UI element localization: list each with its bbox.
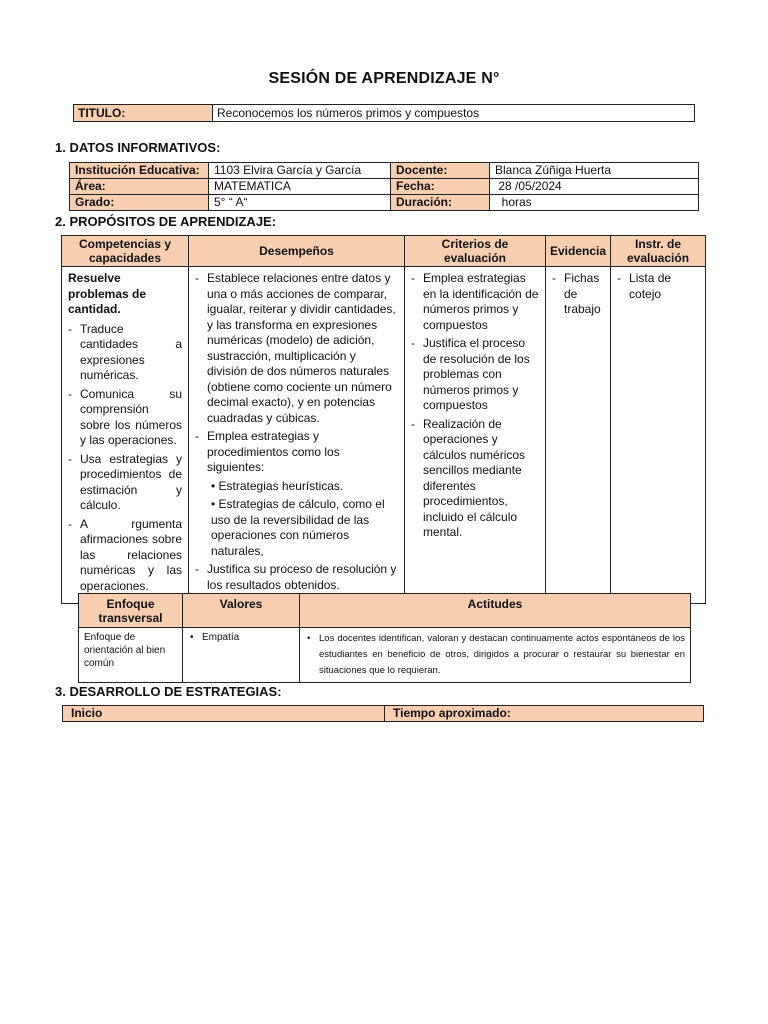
- evidencia-item: - Fichas de trabajo: [552, 271, 604, 318]
- institucion-label: Institución Educativa:: [70, 163, 209, 179]
- competencias-cell: [62, 267, 189, 604]
- header-competencias: Competencias y capacidades: [62, 236, 189, 267]
- grado-label: Grado:: [70, 195, 209, 211]
- desempeno-subitem: • Estrategias de cálculo, como el uso de la reversibilidad de las operaciones con números naturales,: [211, 497, 385, 558]
- titulo-label: TITULO:: [74, 105, 213, 122]
- criterios-cell: [405, 267, 546, 604]
- instrumento-item: - Lista de cotejo: [617, 271, 699, 302]
- datos-table: [69, 162, 699, 211]
- capacidad-item: - Traduce cantidades a expresiones numéricas.: [68, 322, 182, 384]
- criterio-item: - Justifica el proceso de resolución de los problemas con números primos y compuestos: [411, 336, 539, 414]
- capacidad-item: - Usa estrategias y procedimientos de estimación y cálculo.: [68, 452, 182, 514]
- desempeno-item: [195, 429, 398, 559]
- propositos-table: [61, 235, 706, 604]
- enfoque-value: Enfoque de orientación al bien común: [79, 628, 183, 683]
- evidencia-cell: [546, 267, 611, 604]
- docente-label: Docente:: [391, 163, 490, 179]
- header-enfoque: Enfoque transversal: [79, 594, 183, 628]
- duracion-label: Duración:: [391, 195, 490, 211]
- header-actitudes: Actitudes: [300, 594, 691, 628]
- inicio-label: Inicio: [63, 706, 385, 722]
- actitud-value: • Los docentes identifican, valoran y destacan continuamente actos espontáneos de los estudiantes en beneficio de otros, dirigidos a procurar o restaurar su bienestar en situaciones que lo requieran.: [305, 631, 685, 679]
- header-evidencia: Evidencia: [546, 236, 611, 267]
- titulo-value: Reconocemos los números primos y compuestos: [213, 105, 695, 122]
- desempeno-item: - Establece relaciones entre datos y una o más acciones de comparar, igualar, reiterar y dividir cantidades, y las transforma en expresiones numéricas (modelo) de adición, sustracción, multiplicación y división de dos números naturales (obtiene como cociente un número decimal exacto), y en potencias cuadradas y cúbicas.: [195, 271, 398, 426]
- section-propositos-heading: 2. PROPÓSITOS DE APRENDIZAJE:: [55, 214, 277, 229]
- fecha-label: Fecha:: [391, 179, 490, 195]
- competencia-title: Resuelve problemas de cantidad.: [68, 271, 147, 316]
- institucion-value: 1103 Elvira García y García: [209, 163, 391, 179]
- header-criterios: Criterios de evaluación: [405, 236, 546, 267]
- desempeno-item: - Justifica su proceso de resolución y los resultados obtenidos.: [195, 562, 398, 593]
- tiempo-label: Tiempo aproximado:: [385, 706, 704, 722]
- grado-value: 5° “ A“: [209, 195, 391, 211]
- criterio-item: - Realización de operaciones y cálculos numéricos sencillos mediante diferentes procedimientos, incluido el cálculo mental.: [411, 417, 539, 541]
- valor-cell: [183, 628, 300, 683]
- desempeno-text: - Emplea estrategias y procedimientos como los siguientes:: [207, 429, 340, 474]
- enfoque-table: [78, 593, 691, 683]
- page-title: SESIÓN DE APRENDIZAJE N°: [268, 70, 500, 87]
- desempeno-subitem: • Estrategias heurísticas.: [211, 478, 344, 493]
- desempenos-cell: [189, 267, 405, 604]
- fecha-value: 28 /05/2024: [490, 179, 699, 195]
- capacidad-item: - Comunica su comprensión sobre los números y las operaciones.: [68, 387, 182, 449]
- capacidad-item: - A rgumenta afirmaciones sobre las relaciones numéricas y las operaciones.: [68, 517, 182, 595]
- duracion-value: horas: [490, 195, 699, 211]
- header-instrumento: Instr. de evaluación: [611, 236, 706, 267]
- section-desarrollo-heading: 3. DESARROLLO DE ESTRATEGIAS:: [55, 684, 282, 699]
- section-datos-heading: 1. DATOS INFORMATIVOS:: [55, 140, 221, 155]
- header-desempenos: Desempeños: [189, 236, 405, 267]
- desarrollo-table: [62, 705, 704, 722]
- docente-value: Blanca Zúñiga Huerta: [490, 163, 699, 179]
- area-label: Área:: [70, 179, 209, 195]
- actitud-cell: [300, 628, 691, 683]
- area-value: MATEMATICA: [209, 179, 391, 195]
- header-valores: Valores: [183, 594, 300, 628]
- valor-value: • Empatía: [188, 631, 294, 644]
- instrumento-cell: [611, 267, 706, 604]
- titulo-table: [73, 104, 695, 122]
- criterio-item: - Emplea estrategias en la identificación de números primos y compuestos: [411, 271, 539, 333]
